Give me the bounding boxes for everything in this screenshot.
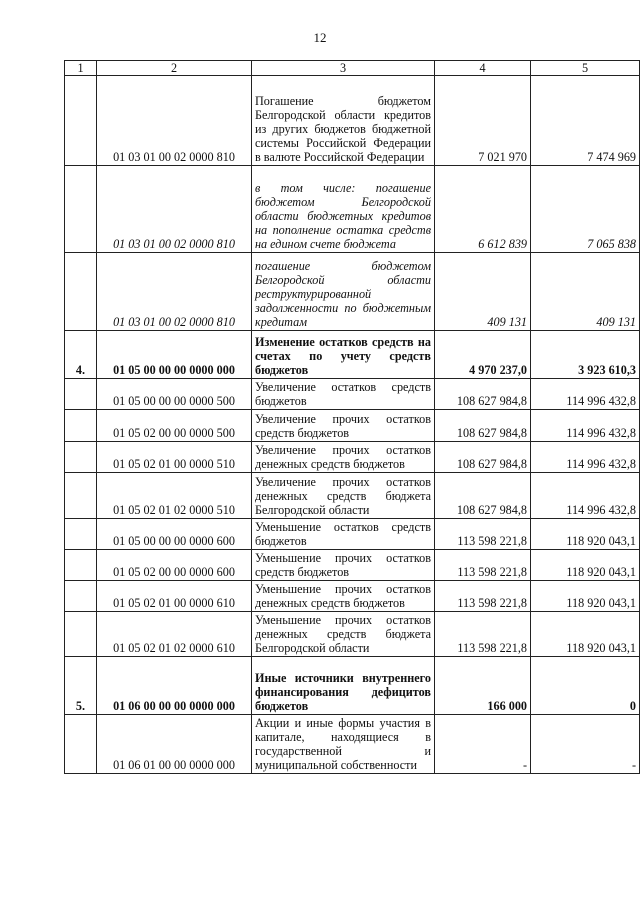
value-col4-cell: 113 598 221,8 [435, 550, 531, 581]
budget-code-cell: 01 05 02 00 00 0000 500 [97, 410, 252, 442]
row-number-cell: 4. [65, 331, 97, 379]
value-col4-cell: 4 970 237,0 [435, 331, 531, 379]
row-number-cell [65, 550, 97, 581]
description-cell: в том числе: погашение бюджетом Белгородской области бюджетных кредитов на пополнение остатка средств на едином счете бюджета [252, 166, 435, 253]
description-cell: Изменение остатков средств на счетах по учету средств бюджетов [252, 331, 435, 379]
value-col4-cell: 6 612 839 [435, 166, 531, 253]
table-row [65, 657, 640, 715]
description-cell: Уменьшение прочих остатков денежных средств бюджетов [252, 581, 435, 612]
value-col4-cell: 108 627 984,8 [435, 410, 531, 442]
budget-code-cell: 01 05 02 01 00 0000 610 [97, 581, 252, 612]
value-col5-cell: 118 920 043,1 [531, 612, 640, 657]
value-col5-cell: 118 920 043,1 [531, 550, 640, 581]
table-row [65, 612, 640, 657]
value-col5-cell: 7 065 838 [531, 166, 640, 253]
description-cell: Уменьшение прочих остатков денежных средств бюджета Белгородской области [252, 612, 435, 657]
budget-code-cell: 01 03 01 00 02 0000 810 [97, 253, 252, 331]
value-col5-cell: 114 996 432,8 [531, 442, 640, 473]
header-col-2: 2 [97, 61, 252, 76]
budget-code-cell: 01 05 02 01 02 0000 510 [97, 473, 252, 519]
budget-code-cell: 01 03 01 00 02 0000 810 [97, 166, 252, 253]
table-row [65, 253, 640, 331]
value-col5-cell: 118 920 043,1 [531, 519, 640, 550]
table-row [65, 410, 640, 442]
value-col4-cell: 166 000 [435, 657, 531, 715]
row-number-cell: 5. [65, 657, 97, 715]
description-cell: Акции и иные формы участия в капитале, находящиеся в государственной и муниципальной собственности [252, 715, 435, 774]
value-col5-cell: 114 996 432,8 [531, 473, 640, 519]
budget-code-cell: 01 05 00 00 00 0000 000 [97, 331, 252, 379]
description-cell: Уменьшение остатков средств бюджетов [252, 519, 435, 550]
budget-code-cell: 01 06 01 00 00 0000 000 [97, 715, 252, 774]
description-cell: Увеличение прочих остатков средств бюджетов [252, 410, 435, 442]
table-row [65, 442, 640, 473]
value-col5-cell: 409 131 [531, 253, 640, 331]
value-col4-cell: - [435, 715, 531, 774]
value-col4-cell: 409 131 [435, 253, 531, 331]
value-col5-cell: 7 474 969 [531, 76, 640, 166]
budget-code-cell: 01 05 02 01 00 0000 510 [97, 442, 252, 473]
value-col4-cell: 108 627 984,8 [435, 379, 531, 410]
table-row [65, 550, 640, 581]
value-col5-cell: 118 920 043,1 [531, 581, 640, 612]
table-row [65, 166, 640, 253]
description-cell: Уменьшение прочих остатков средств бюджетов [252, 550, 435, 581]
row-number-cell [65, 581, 97, 612]
header-col-4: 4 [435, 61, 531, 76]
row-number-cell [65, 379, 97, 410]
row-number-cell [65, 442, 97, 473]
table-row [65, 519, 640, 550]
table-row [65, 331, 640, 379]
table-row [65, 581, 640, 612]
row-number-cell [65, 715, 97, 774]
header-col-1: 1 [65, 61, 97, 76]
description-cell: Иные источники внутреннего финансирования дефицитов бюджетов [252, 657, 435, 715]
value-col4-cell: 108 627 984,8 [435, 442, 531, 473]
value-col5-cell: 3 923 610,3 [531, 331, 640, 379]
budget-code-cell: 01 05 00 00 00 0000 500 [97, 379, 252, 410]
row-number-cell [65, 612, 97, 657]
page-number: 12 [313, 30, 327, 45]
description-cell: Увеличение прочих остатков денежных средств бюджета Белгородской области [252, 473, 435, 519]
row-number-cell [65, 253, 97, 331]
table-row [65, 473, 640, 519]
row-number-cell [65, 166, 97, 253]
description-cell: Погашение бюджетом Белгородской области кредитов из других бюджетов бюджетной системы Российской Федерации в валюте Российской Федерации [252, 76, 435, 166]
budget-code-cell: 01 05 02 00 00 0000 600 [97, 550, 252, 581]
value-col5-cell: 114 996 432,8 [531, 410, 640, 442]
table-row [65, 379, 640, 410]
row-number-cell [65, 76, 97, 166]
table-row [65, 715, 640, 774]
description-cell: погашение бюджетом Белгородской области реструктурированной задолженности по бюджетным кредитам [252, 253, 435, 331]
budget-code-cell: 01 06 00 00 00 0000 000 [97, 657, 252, 715]
value-col4-cell: 7 021 970 [435, 76, 531, 166]
description-cell: Увеличение прочих остатков денежных средств бюджетов [252, 442, 435, 473]
value-col4-cell: 113 598 221,8 [435, 519, 531, 550]
header-col-3: 3 [252, 61, 435, 76]
budget-code-cell: 01 05 00 00 00 0000 600 [97, 519, 252, 550]
budget-code-cell: 01 05 02 01 02 0000 610 [97, 612, 252, 657]
value-col4-cell: 108 627 984,8 [435, 473, 531, 519]
budget-code-cell: 01 03 01 00 02 0000 810 [97, 76, 252, 166]
value-col5-cell: 114 996 432,8 [531, 379, 640, 410]
value-col4-cell: 113 598 221,8 [435, 581, 531, 612]
value-col5-cell: 0 [531, 657, 640, 715]
table-header-row [65, 61, 640, 76]
budget-sources-table [64, 60, 640, 774]
row-number-cell [65, 410, 97, 442]
header-col-5: 5 [531, 61, 640, 76]
row-number-cell [65, 519, 97, 550]
description-cell: Увеличение остатков средств бюджетов [252, 379, 435, 410]
row-number-cell [65, 473, 97, 519]
table-row [65, 76, 640, 166]
value-col5-cell: - [531, 715, 640, 774]
value-col4-cell: 113 598 221,8 [435, 612, 531, 657]
